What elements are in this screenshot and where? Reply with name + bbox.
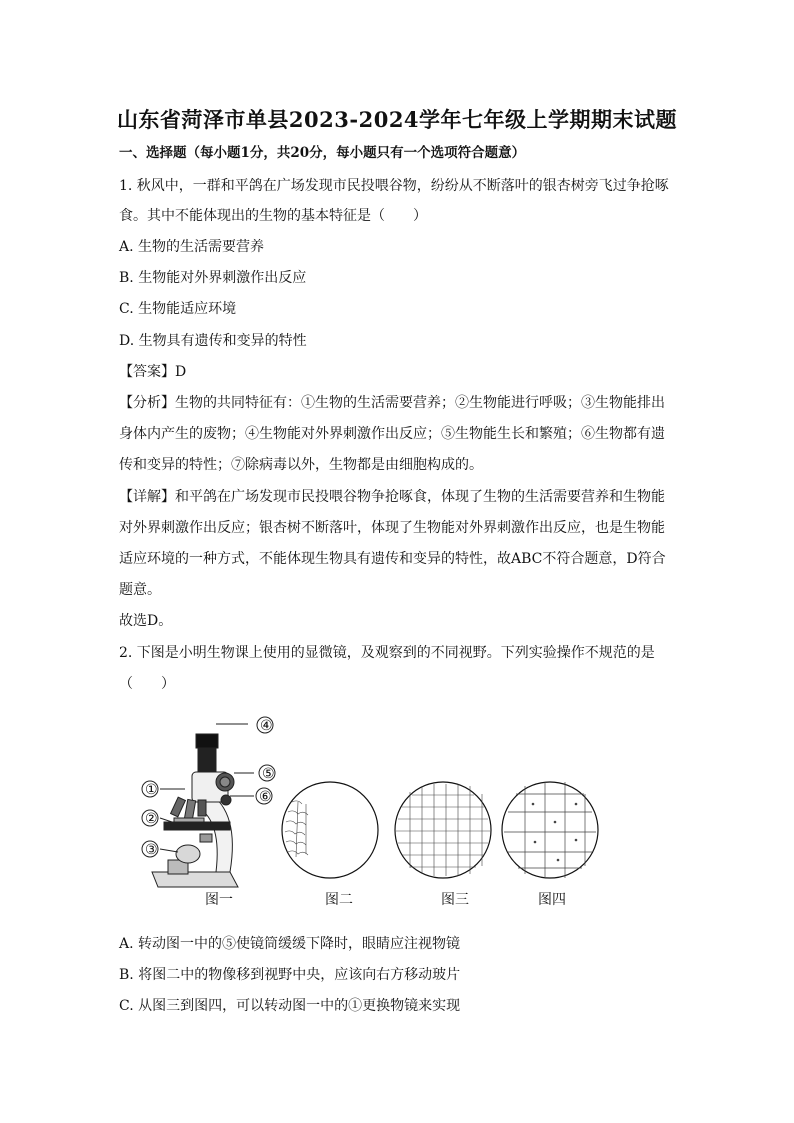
q1-detail-line: 对外界刺激作出反应；银杏树不断落叶，体现了生物能对外界刺激作出反应，也是生物能: [119, 520, 665, 536]
callout-6: ⑥: [259, 789, 272, 805]
q1-conclusion: 故选D。: [119, 613, 173, 629]
q1-stem-line: 1. 秋风中，一群和平鸽在广场发现市民投喂谷物，纷纷从不断落叶的银杏树旁飞过争抢啄: [119, 178, 669, 194]
microscope-figure: [130, 712, 610, 912]
q1-option-c: C. 生物能适应环境: [119, 301, 237, 317]
q1-analysis-line: 【分析】生物的共同特征有：①生物的生活需要营养；②生物能进行呼吸；③生物能排出: [119, 395, 665, 411]
field-of-view-3: [395, 782, 491, 878]
figure-label-4: 图四: [538, 892, 566, 908]
q1-analysis-line: 身体内产生的废物；④生物能对外界刺激作出反应；⑤生物能生长和繁殖；⑥生物都有遗: [119, 426, 665, 442]
figure-label-3: 图三: [441, 892, 469, 908]
q1-option-b: B. 生物能对外界刺激作出反应: [119, 270, 307, 286]
callout-5: ⑤: [262, 766, 275, 782]
section-heading: 一、选择题（每小题1分，共20分，每小题只有一个选项符合题意）: [119, 145, 526, 161]
page-title: 山东省菏泽市单县2023-2024学年七年级上学期期末试题: [116, 107, 678, 132]
q1-option-d: D. 生物具有遗传和变异的特性: [119, 333, 307, 349]
callout-1: ①: [145, 782, 158, 798]
q1-detail-line: 【详解】和平鸽在广场发现市民投喂谷物争抢啄食，体现了生物的生活需要营养和生物能: [119, 489, 665, 505]
q2-stem-line: 2. 下图是小明生物课上使用的显微镜，及观察到的不同视野。下列实验操作不规范的是: [119, 645, 655, 661]
q1-option-a: A. 生物的生活需要营养: [119, 239, 265, 255]
q1-detail-line: 适应环境的一种方式，不能体现生物具有遗传和变异的特性，故ABC不符合题意，D符合: [119, 551, 666, 567]
field-of-view-4: [502, 782, 598, 878]
figure-label-2: 图二: [325, 892, 353, 908]
figure-label-1: 图一: [205, 892, 233, 908]
q1-answer: 【答案】D: [119, 364, 187, 380]
q2-stem-line: （ ）: [119, 676, 175, 692]
callout-2: ②: [145, 811, 158, 827]
callout-4: ④: [260, 718, 273, 734]
microscope-illustration: [152, 734, 238, 887]
q2-option-a: A. 转动图一中的⑤使镜筒缓缓下降时，眼睛应注视物镜: [119, 936, 461, 952]
q2-option-b: B. 将图二中的物像移到视野中央，应该向右方移动玻片: [119, 967, 461, 983]
q1-stem-line: 食。其中不能体现出的生物的基本特征是（ ）: [119, 208, 427, 224]
q1-detail-line: 题意。: [119, 582, 161, 598]
field-of-view-2: [282, 782, 378, 878]
q2-option-c: C. 从图三到图四，可以转动图一中的①更换物镜来实现: [119, 998, 461, 1014]
callout-3: ③: [145, 842, 158, 858]
q1-analysis-line: 传和变异的特性；⑦除病毒以外，生物都是由细胞构成的。: [119, 457, 483, 473]
